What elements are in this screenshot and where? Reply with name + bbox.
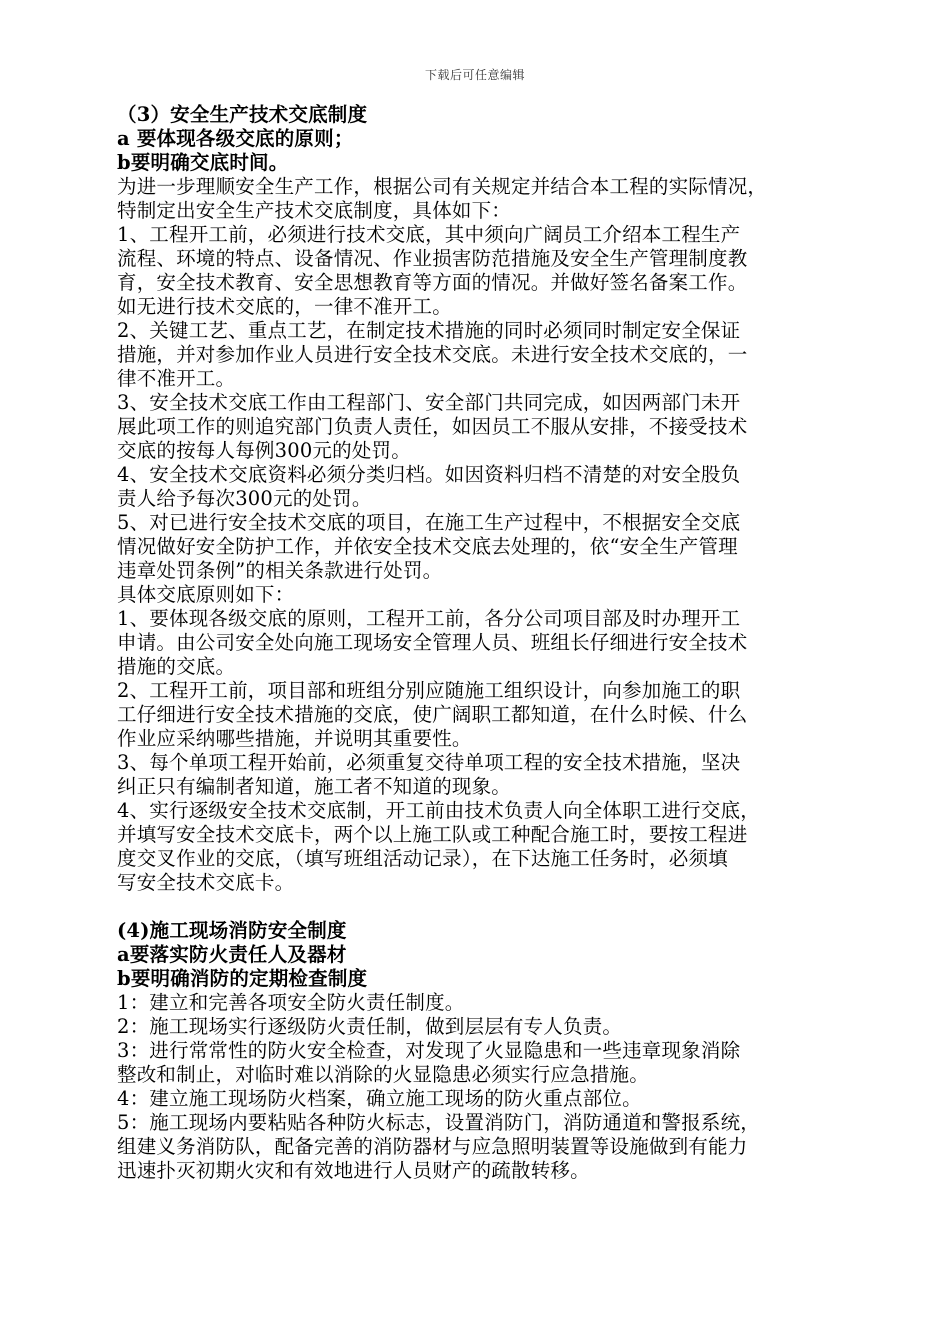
paragraph-line: 4、安全技术交底资料必须分类归档。如因资料归档不清楚的对安全股负 bbox=[117, 463, 741, 486]
paragraph-line: 整改和制止，对临时难以消除的火显隐患必须实行应急措施。 bbox=[117, 1063, 649, 1086]
section4-sub-a: a要落实防火责任人及器材 bbox=[117, 943, 347, 966]
paragraph-line: 特制定出安全生产技术交底制度，具体如下： bbox=[117, 199, 512, 222]
paragraph-line: 3、安全技术交底工作由工程部门、安全部门共同完成，如因两部门未开 bbox=[117, 391, 741, 414]
paragraph-line: 迅速扑灭初期火灾和有效地进行人员财产的疏散转移。 bbox=[117, 1159, 590, 1182]
document-body bbox=[117, 103, 847, 1183]
paragraph-line: 4、实行逐级安全技术交底制，开工前由技术负责人向全体职工进行交底， bbox=[117, 799, 761, 822]
paragraph-line: 如无进行技术交底的，一律不准开工。 bbox=[117, 295, 452, 318]
paragraph-line: 3：进行常常性的防火安全检查，对发现了火显隐患和一些违章现象消除 bbox=[117, 1039, 741, 1062]
section3-sub-b: b要明确交底时间。 bbox=[117, 151, 289, 174]
section3-sub-a: a 要体现各级交底的原则； bbox=[117, 127, 354, 150]
paragraph-line: 纠正只有编制者知道，施工者不知道的现象。 bbox=[117, 775, 512, 798]
section3-title: （3）安全生产技术交底制度 bbox=[117, 103, 368, 126]
paragraph-line: 为进一步理顺安全生产工作，根据公司有关规定并结合本工程的实际情况， bbox=[117, 175, 768, 198]
paragraph-line: 流程、环境的特点、设备情况、作业损害防范措施及安全生产管理制度教 bbox=[117, 247, 748, 270]
paragraph-line: 1、要体现各级交底的原则，工程开工前，各分公司项目部及时办理开工 bbox=[117, 607, 741, 630]
paragraph-line: 律不准开工。 bbox=[117, 367, 236, 390]
paragraph-line: 责人给予每次300元的处罚。 bbox=[117, 487, 372, 510]
paragraph-line: 2、关键工艺、重点工艺，在制定技术措施的同时必须同时制定安全保证 bbox=[117, 319, 741, 342]
paragraph-line: 情况做好安全防护工作，并依安全技术交底去处理的，依“安全生产管理 bbox=[117, 535, 738, 558]
paragraph-line: 组建义务消防队，配备完善的消防器材与应急照明装置等设施做到有能力 bbox=[117, 1135, 748, 1158]
paragraph-line: 1、工程开工前，必须进行技术交底，其中须向广阔员工介绍本工程生产 bbox=[117, 223, 741, 246]
paragraph-line: 申请。由公司安全处向施工现场安全管理人员、班组长仔细进行安全技术 bbox=[117, 631, 748, 654]
paragraph-line: 工仔细进行安全技术措施的交底，使广阔职工都知道，在什么时候、什么 bbox=[117, 703, 748, 726]
paragraph-line: 措施，并对参加作业人员进行安全技术交底。未进行安全技术交底的，一 bbox=[117, 343, 748, 366]
section4-title: (4)施工现场消防安全制度 bbox=[117, 919, 347, 942]
section-gap bbox=[117, 895, 847, 919]
paragraph-line: 并填写安全技术交底卡，两个以上施工队或工种配合施工时，要按工程进 bbox=[117, 823, 748, 846]
paragraph-line: 措施的交底。 bbox=[117, 655, 236, 678]
paragraph-line: 4：建立施工现场防火档案，确立施工现场的防火重点部位。 bbox=[117, 1087, 642, 1110]
paragraph-line: 作业应采纳哪些措施，并说明其重要性。 bbox=[117, 727, 472, 750]
paragraph-line: 写安全技术交底卡。 bbox=[117, 871, 295, 894]
paragraph-line: 具体交底原则如下： bbox=[117, 583, 295, 606]
paragraph-line: 2、工程开工前，项目部和班组分别应随施工组织设计，向参加施工的职 bbox=[117, 679, 741, 702]
paragraph-line: 度交叉作业的交底，（填写班组活动记录），在下达施工任务时，必须填 bbox=[117, 847, 728, 870]
paragraph-line: 交底的按每人每例300元的处罚。 bbox=[117, 439, 411, 462]
paragraph-line: 1：建立和完善各项安全防火责任制度。 bbox=[117, 991, 465, 1014]
header-note: 下载后可任意编辑 bbox=[424, 68, 525, 82]
paragraph-line: 5、对已进行安全技术交底的项目，在施工生产过程中，不根据安全交底 bbox=[117, 511, 741, 534]
paragraph-line: 2：施工现场实行逐级防火责任制，做到层层有专人负责。 bbox=[117, 1015, 623, 1038]
paragraph-line: 展此项工作的则追究部门负责人责任，如因员工不服从安排，不接受技术 bbox=[117, 415, 748, 438]
paragraph-line: 违章处罚条例”的相关条款进行处罚。 bbox=[117, 559, 443, 582]
paragraph-line: 3、每个单项工程开始前，必须重复交待单项工程的安全技术措施，坚决 bbox=[117, 751, 741, 774]
paragraph-line: 5：施工现场内要粘贴各种防火标志，设置消防门，消防通道和警报系统， bbox=[117, 1111, 761, 1134]
paragraph-line: 育，安全技术教育、安全思想教育等方面的情况。并做好签名备案工作。 bbox=[117, 271, 748, 294]
section4-sub-b: b要明确消防的定期检查制度 bbox=[117, 967, 368, 990]
